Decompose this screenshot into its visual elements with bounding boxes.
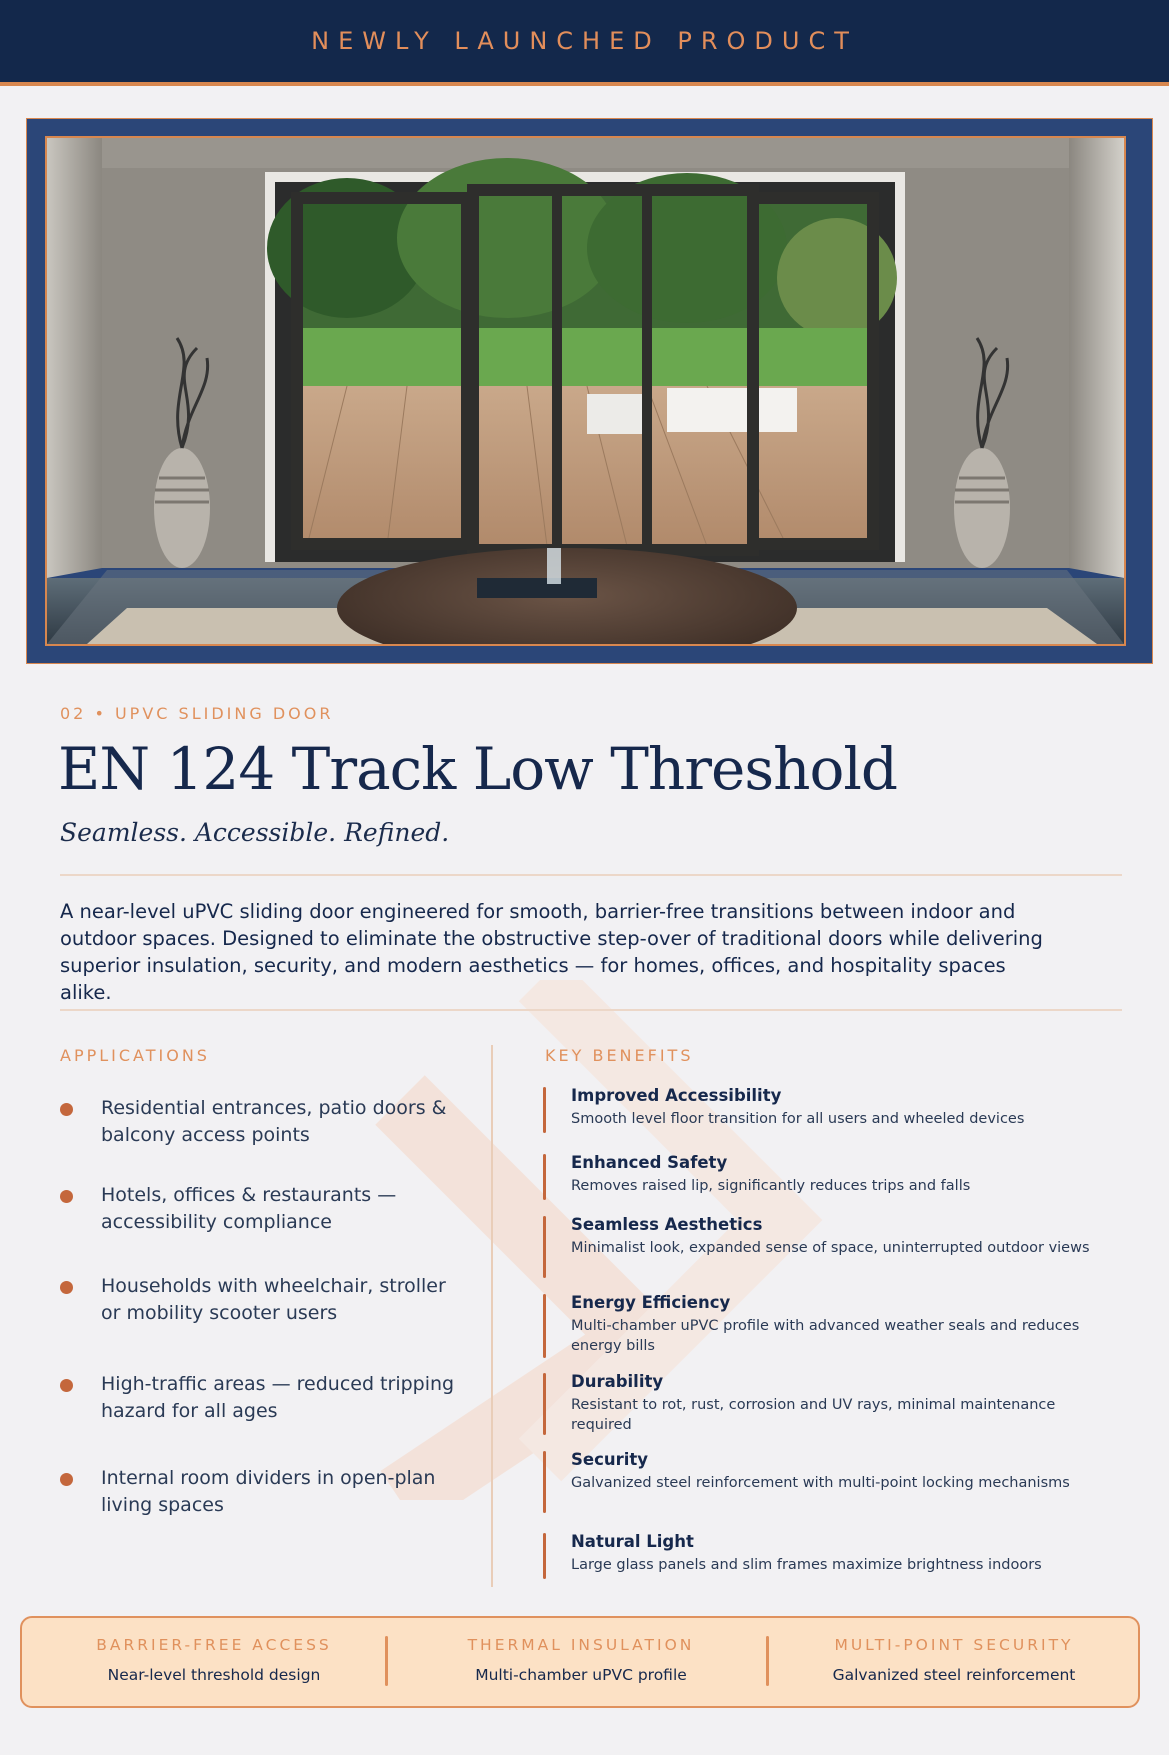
accent-bar [543,1154,546,1200]
benefit-title: Natural Light [571,1532,694,1551]
divider-line [60,1009,1122,1011]
column-divider [491,1045,493,1587]
benefit-item [543,1531,1091,1575]
accent-bar [543,1087,546,1133]
benefits-heading: KEY BENEFITS [545,1046,694,1065]
benefit-desc: Removes raised lip, significantly reduces trips and falls [571,1178,971,1194]
benefit-item [543,1214,1091,1258]
benefit-title: Security [571,1450,649,1469]
benefit-title: Enhanced Safety [571,1153,728,1172]
benefit-title: Energy Efficiency [571,1293,731,1312]
accent-bar [543,1216,546,1278]
benefit-title: Seamless Aesthetics [571,1215,763,1234]
bullet-dot [60,1473,73,1486]
product-title: EN 124 Track Low Threshold [58,735,898,803]
feature-separator [766,1636,769,1686]
benefit-item [543,1371,1091,1435]
accent-bar [543,1451,546,1513]
header-banner [0,0,1169,86]
room-illustration [47,138,1124,644]
feature-value: Galvanized steel reinforcement [832,1666,1076,1684]
benefit-desc: Resistant to rot, rust, corrosion and UV rays, minimal maintenance required [571,1397,1056,1433]
feature-label: THERMAL INSULATION [467,1636,695,1654]
bullet-dot [60,1190,73,1203]
application-item [60,1273,460,1327]
application-text: Residential entrances, patio doors & balcony access points [101,1097,447,1146]
feature-barrier-free [44,1636,384,1684]
benefit-item [543,1449,1091,1493]
feature-separator [385,1636,388,1686]
benefit-desc: Multi-chamber uPVC profile with advanced weather seals and reduces energy bills [571,1318,1080,1354]
application-text: Internal room dividers in open-plan living spaces [101,1467,436,1516]
feature-band [20,1616,1140,1708]
application-item [60,1182,460,1236]
benefit-desc: Large glass panels and slim frames maximize brightness indoors [571,1557,1042,1573]
accent-bar [543,1533,546,1579]
benefit-desc: Minimalist look, expanded sense of space, uninterrupted outdoor views [571,1240,1090,1256]
benefit-item [543,1152,1091,1196]
feature-value: Multi-chamber uPVC profile [475,1666,687,1684]
product-intro: A near-level uPVC sliding door engineered for smooth, barrier-free transitions between indoor and outdoor spaces. Designed to eliminate the obstructive step-over of traditional doors while delivering superior insulation, security, and modern aesthetics — for homes, offices, and hospitality spaces alike. [60,900,1043,1004]
product-category: 02 • UPVC SLIDING DOOR [60,704,334,723]
feature-thermal [411,1636,751,1684]
benefit-desc: Galvanized steel reinforcement with multi-point locking mechanisms [571,1475,1070,1491]
application-item [60,1371,460,1425]
bullet-dot [60,1379,73,1392]
product-tagline: Seamless. Accessible. Refined. [60,818,450,847]
benefit-item [543,1292,1091,1356]
divider-line [60,874,1122,876]
applications-heading: APPLICATIONS [60,1046,210,1065]
benefit-item [543,1085,1091,1129]
benefit-desc: Smooth level floor transition for all users and wheeled devices [571,1111,1025,1127]
bullet-dot [60,1103,73,1116]
application-item [60,1465,460,1519]
application-item [60,1095,460,1149]
application-text: Hotels, offices & restaurants — accessibility compliance [101,1184,397,1233]
accent-bar [543,1373,546,1435]
feature-security [784,1636,1124,1684]
application-text: Households with wheelchair, stroller or mobility scooter users [101,1275,446,1324]
banner-text: NEWLY LAUNCHED PRODUCT [311,27,858,55]
accent-bar [543,1294,546,1358]
hero-frame [26,118,1153,664]
feature-label: MULTI-POINT SECURITY [834,1636,1074,1654]
bullet-dot [60,1281,73,1294]
feature-label: BARRIER-FREE ACCESS [96,1636,332,1654]
application-text: High-traffic areas — reduced tripping hazard for all ages [101,1373,455,1422]
benefit-title: Durability [571,1372,664,1391]
feature-value: Near-level threshold design [107,1666,321,1684]
benefit-title: Improved Accessibility [571,1086,782,1105]
hero-image [45,136,1126,646]
